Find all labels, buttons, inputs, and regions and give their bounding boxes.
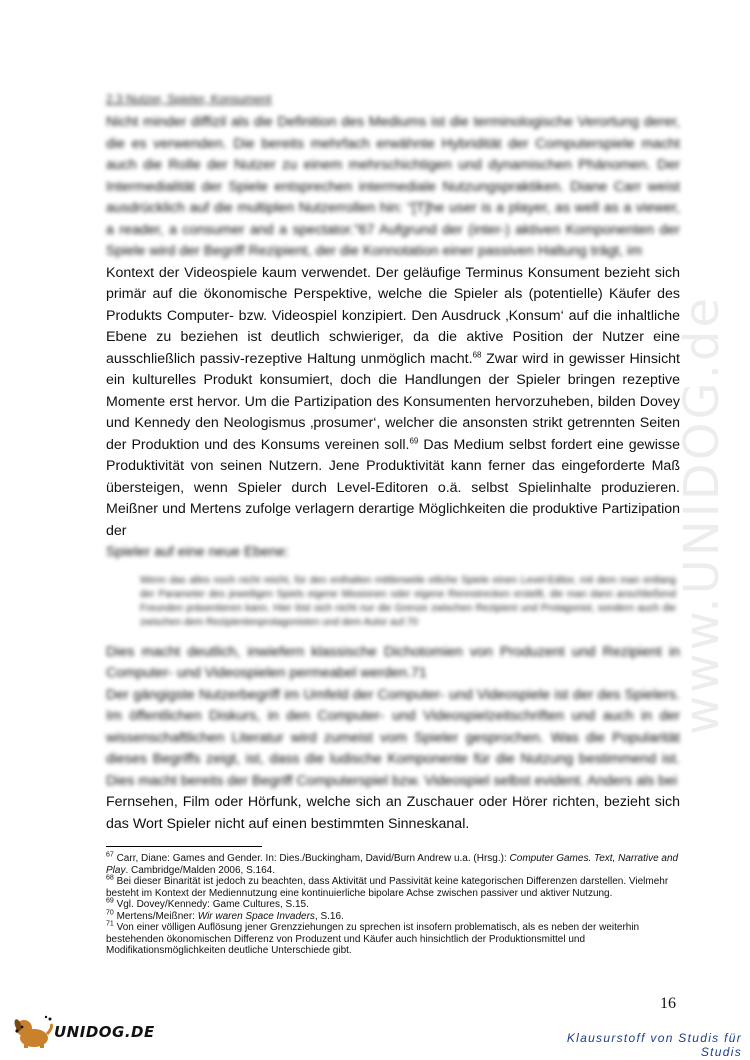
footnote-number: 68 [106,874,114,882]
tagline: Klausurstoff von Studis für Studis [566,1031,742,1059]
footnote-71 [106,922,681,957]
footnote-ref-68: 68 [472,349,482,359]
dog-icon [10,1014,54,1050]
paragraph-text-a: Kontext der Videospiele kaum verwendet. Der geläufige Terminus Konsument bezieht sich primär auf die ökonomische Perspektive, welche die Spieler als (potentielle) Käufer des Produkts Computer- bzw. Videospiel konzipiert. Den Ausdruck ‚Konsum‘ auf die inhaltliche Ebene zu beziehen ist deutlich schwieriger, da die aktive Position der Nutzer eine ausschließlich passiv-rezeptive Haltung unmöglich macht. [106,264,680,367]
watermark [672,285,732,745]
paragraph-blurred-3: Der gängigste Nutzerbegriff im Umfeld der Computer- und Videospiele ist der des Spielers. Im öffentlichen Diskurs, in den Computer- und Videospielzeitschriften und auch in der wissenschaftlichen Literatur wird zumeist vom Spieler gesprochen. Was die Popularität dieses Begriffs zeigt, ist, dass die ludische Komponente für die Nutzung bestimmend ist. Dies macht bereits der Begriff Computerspiel bzw. Videospiel selbst evident. Anders als bei [106,686,680,789]
paragraph-visible [106,263,680,543]
paragraph-blurred-2: Dies macht deutlich, inwiefern klassische Dichotomien von Produzent und Rezipient in Computer- und Videospielen permeabel werden.71 [106,643,680,681]
footnote-text: Von einer völligen Auflösung jener Grenzziehungen zu sprechen ist insofern problematisch, als es neben der weiterhin bestehenden ökonomischen Differenz von Produzent und Käufer auch hinsichtlich der Produktionsmittel und Modifikationsmöglichkeiten deutliche Unterschiede gibt. [106,922,640,956]
footnote-title: Wir waren Space Invaders [197,910,315,922]
section-heading: 2.3 Nutzer, Spieler, Konsument [106,92,272,106]
body-text [106,88,680,835]
footnote-69 [106,899,681,911]
footnote-rule [106,846,262,847]
unidog-logo [10,1014,160,1050]
logo-text: UNIDOG.DE [54,1023,155,1041]
footnote-text: Vgl. Dovey/Kennedy: Game Cultures, S.15. [113,899,309,910]
footnote-title: Computer Games. Text, Narrative and Play [106,853,679,876]
footnote-67 [106,853,681,876]
footnote-text: Carr, Diane: Games and Gender. In: Dies./Buckingham, David/Burn Andrew u.a. (Hrsg.): [113,853,510,864]
paragraph-blurred-top: Nicht minder diffizil als die Definition des Mediums ist die terminologische Verortung derer, die es verwenden. Die bereits mehrfach erwähnte Hybridität der Computerspiele macht auch die Rolle der Nutzer zu einem mehrschichtigen und dynamischen Phänomen. Der Intermedialität der Spiele entsprechen intermediale Nutzungspraktiken. Diane Carr weist ausdrücklich auf die multiplen Nutzerrollen hin: “[T]he user is a player, as well as a viewer, a reader, a consumer and a spectator.”67 Aufgrund der (inter-) aktiven Komponenten der Spiele wird der Begriff Rezipient, der die Konnotation einer passiven Haltung trägt, im [106,114,680,259]
watermark-text: www.UNIDOG.de [674,294,731,736]
footnote-number: 67 [106,851,114,859]
paragraph-text-b: Zwar wird in gewisser Hinsicht ein kulturelles Produkt konsumiert, doch die Handlungen der Spieler bringen rezeptive Momente erst hervor. Um die Partizipation des Konsumenten hervorzuheben, bilden Dovey und Kennedy den Neologismus ‚prosumer‘, welcher die ansonsten strikt getrennten Seiten der Produktion und des Konsums vereinen soll. [106,350,680,453]
footnote-text: , S.16. [314,910,344,922]
block-quote: Wenn das alles noch nicht reicht, für den enthalten mittlerweile etliche Spiele einen Level-Editor, mit dem man entlang der Parameter des jeweiligen Spiels eigene Missionen oder eigene Rennstrecken erstellt, die man dann anschließend Freunden präsentieren kann. Hier löst sich nicht nur die Grenze zwischen Rezipient und Protagonist, sondern auch die zwischen dem Rezipientenprotagonisten und dem Autor auf.70 [140,574,676,628]
footnote-text: Bei dieser Binarität ist jedoch zu beachten, dass Aktivität und Passivität keine kategorischen Differenzen darstellen. Vielmehr besteht im Kontext der Mediennutzung eine kontinuierliche bipolare Achse zwischen passiver und aktiver Nutzung. [106,876,669,899]
footnote-number: 71 [106,920,114,928]
footnote-number: 69 [106,897,114,905]
paragraph-visible-end: Fernsehen, Film oder Hörfunk, welche sich an Zuschauer oder Hörer richten, bezieht sich das Wort Spieler nicht auf einen bestimmten Sinneskanal. [106,794,680,832]
footnote-number: 70 [106,909,114,917]
footnote-70 [106,911,681,923]
paragraph-text-c: Das Medium selbst fordert eine gewisse Produktivität von seinen Nutzern. Jene Produktivität kann ferner das eingeforderte Maß übersteigen, wenn Spieler durch Level-Editoren o.ä. selbst Spielinhalte produzieren. Meißner und Mertens zufolge verlagern derartige Möglichkeiten die produktive Partizipation der [106,436,680,539]
page-number: 16 [660,995,676,1012]
footnote-text: Mertens/Meißner: [113,910,198,922]
paragraph-blurred-tail: Spieler auf eine neue Ebene: [106,544,290,560]
footnote-text: . Cambridge/Malden 2006, S.164. [125,864,275,876]
footnote-68 [106,876,681,899]
footnotes [106,846,681,957]
footnote-ref-69: 69 [409,435,419,445]
